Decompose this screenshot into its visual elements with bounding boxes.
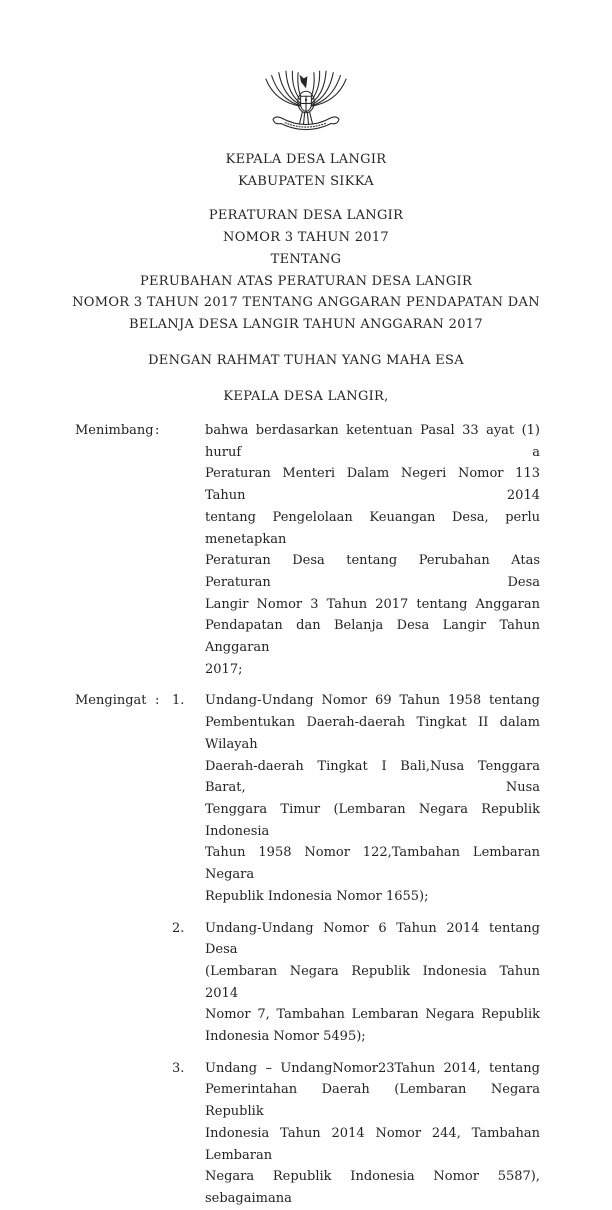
- title-line: BELANJA DESA LANGIR TAHUN ANGGARAN 2017: [129, 316, 483, 332]
- document-line: tentang Pengelolaan Keuangan Desa, perlu menetapkan: [205, 509, 540, 547]
- item-number: 1.: [172, 693, 185, 709]
- item-number: 2.: [172, 920, 185, 936]
- garuda-shield: [301, 96, 312, 111]
- section-item-row: [75, 420, 540, 680]
- section-label: [75, 1058, 155, 1210]
- document-line: Indonesia Nomor 5495);: [205, 1029, 366, 1045]
- document-line: (Lembaran Negara Republik Indonesia Tahun 2014: [205, 963, 540, 1001]
- title-line: TENTANG: [270, 251, 342, 267]
- title-line: NOMOR 3 TAHUN 2017: [223, 230, 389, 246]
- document-line: Pemerintahan Daerah (Lembaran Negara Republik: [205, 1082, 540, 1120]
- section-colon: [155, 918, 172, 1048]
- document-line: Nomor 7, Tambahan Lembaran Negara Republik: [205, 1007, 540, 1023]
- letterhead-region: KABUPATEN SIKKA: [238, 173, 374, 189]
- document-line: Tahun 1958 Nomor 122,Tambahan Lembaran Negara: [205, 845, 540, 883]
- invocation-line: DENGAN RAHMAT TUHAN YANG MAHA ESA: [148, 352, 464, 368]
- document-line: Undang – UndangNomor23Tahun 2014, tentang: [205, 1060, 540, 1076]
- document-line: Peraturan Menteri Dalam Negeri Nomor 113 Tahun 2014: [205, 466, 540, 504]
- document-line: Pembentukan Daerah-daerah Tingkat II dalam Wilayah: [205, 715, 540, 752]
- emblem-container: [0, 0, 612, 140]
- letterhead-authority: KEPALA DESA LANGIR: [225, 152, 387, 167]
- garuda-banner: [273, 117, 339, 130]
- document-line: Tenggara Timur (Lembaran Negara Republik Indonesia: [205, 801, 540, 839]
- section-label: Mengingat: [75, 693, 147, 709]
- title-line: NOMOR 3 TAHUN 2017 TENTANG ANGGARAN PENDAPATAN DAN: [72, 295, 540, 311]
- garuda-right-wing: [307, 71, 346, 106]
- document-line: Peraturan Desa tentang Perubahan Atas Peraturan Desa: [205, 553, 540, 590]
- item-text: [205, 918, 540, 1048]
- document-line: Negara Republik Indonesia Nomor 5587), sebagaimana: [205, 1169, 540, 1206]
- section-item-row: [75, 690, 540, 907]
- document-line: 2017;: [205, 661, 243, 677]
- letterhead: [0, 149, 612, 192]
- title-line: PERATURAN DESA LANGIR: [208, 208, 404, 224]
- document-line: Republik Indonesia Nomor 1655);: [205, 888, 429, 904]
- salutation-line: KEPALA DESA LANGIR,: [223, 389, 389, 405]
- garuda-pancasila-emblem-icon: [263, 64, 349, 140]
- document-line: Daerah-daerah Tingkat I Bali,Nusa Tenggara Barat, Nusa: [205, 758, 540, 796]
- section-item-row: [75, 1058, 540, 1210]
- document-line: Indonesia Tahun 2014 Nomor 244, Tambahan Lembaran: [205, 1125, 540, 1163]
- document-line: bahwa berdasarkan ketentuan Pasal 33 ayat (1) huruf a: [205, 423, 540, 460]
- title-line: PERUBAHAN ATAS PERATURAN DESA LANGIR: [139, 273, 473, 289]
- document-line: Langir Nomor 3 Tahun 2017 tentang Anggaran: [205, 596, 540, 612]
- item-text: [205, 690, 540, 907]
- item-number: 3.: [172, 1060, 185, 1076]
- garuda-left-wing: [266, 71, 305, 106]
- section-label: [75, 918, 155, 1048]
- section-colon: [155, 1058, 172, 1210]
- section-colon: :: [155, 693, 160, 709]
- document-line: Pendapatan dan Belanja Desa Langir Tahun Anggaran: [205, 618, 540, 656]
- item-text: [205, 1058, 540, 1210]
- document-line: Undang-Undang Nomor 6 Tahun 2014 tentang Desa: [205, 920, 540, 958]
- regulation-title: [0, 205, 612, 335]
- garuda-head: [300, 75, 308, 89]
- document-body: [0, 420, 612, 1210]
- document-line: Undang-Undang Nomor 69 Tahun 1958 tentang: [205, 693, 540, 709]
- item-text: [205, 420, 540, 680]
- section-item-row: [75, 918, 540, 1048]
- section-label: Menimbang: [75, 423, 154, 439]
- item-number: [172, 420, 205, 680]
- section-colon: :: [155, 423, 160, 439]
